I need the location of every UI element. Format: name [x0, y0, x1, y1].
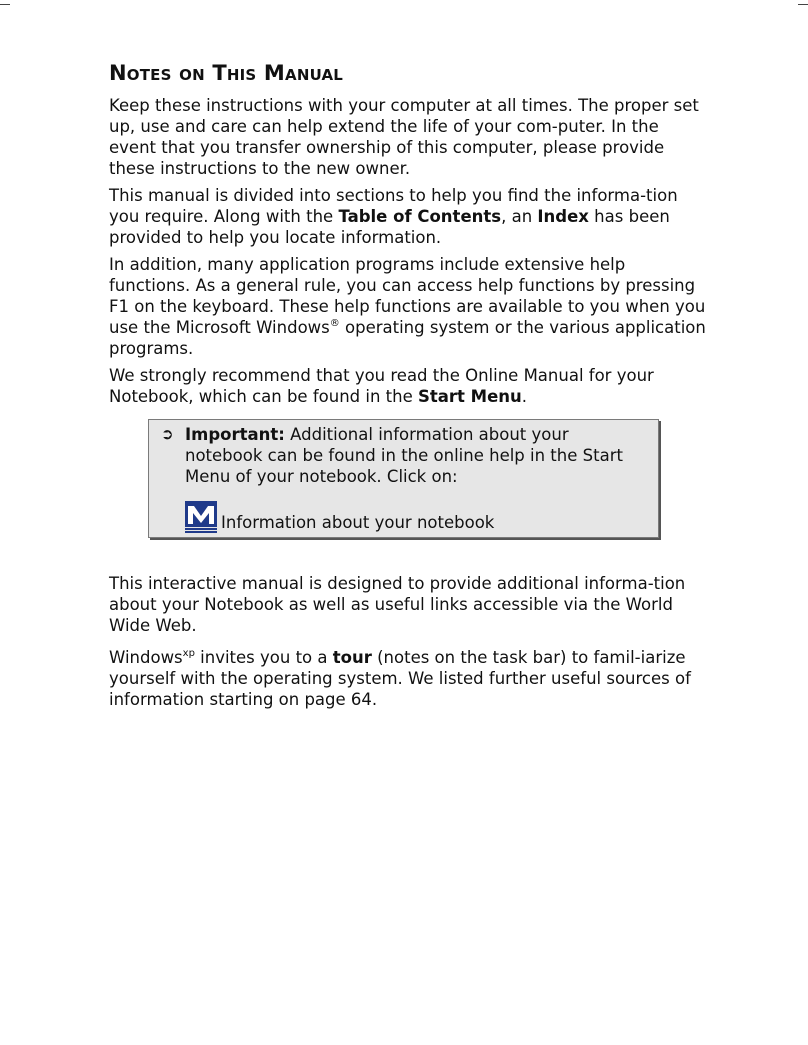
registered-mark: ® [329, 318, 340, 329]
text-span: In addition, many application programs include extensive help functions. As a general rule, you can access help functions by pressing F1 on the keyboard. These help functions are available to you when you use the Microsoft Windows [109, 255, 706, 337]
notebook-info-shortcut[interactable] [161, 501, 658, 533]
bold-tour: tour [332, 648, 372, 667]
note-label: Important: [185, 425, 285, 444]
text-span: , an [501, 207, 538, 226]
paragraph-windows-tour [109, 647, 709, 710]
text-span: This manual is divided into sections to help you find the informa-tion you require. Along with the [109, 186, 678, 226]
paragraph-online-manual [109, 365, 709, 407]
bold-start-menu: Start Menu [417, 387, 522, 406]
crop-mark-right [798, 4, 808, 5]
text-span: operating system or the various application programs. [109, 318, 706, 358]
text-span: has been provided to help you locate information. [109, 207, 670, 247]
text-span: (notes on the task bar) to famil-iarize yourself with the operating system. We listed further useful sources of information starting on page 64. [109, 648, 691, 709]
closing-section [109, 573, 709, 710]
crop-mark-left [0, 4, 10, 5]
section-heading: Notes on This Manual [109, 61, 344, 85]
text-span: Windows [109, 648, 183, 667]
paragraph-interactive-manual: This interactive manual is designed to provide additional informa-tion about your Notebook as well as useful links accessible via the World Wide Web. [109, 574, 686, 635]
manual-page [109, 58, 709, 721]
paragraph-manual-sections [109, 185, 709, 248]
paragraph-keep-instructions: Keep these instructions with your computer at all times. The proper set up, use and care can help extend the life of your com-puter. In the event that you transfer ownership of this computer, please provide these instructions to the new owner. [109, 96, 699, 178]
text-span: invites you to a [194, 648, 333, 667]
shortcut-label: Information about your notebook [221, 513, 495, 532]
paragraph-help-functions [109, 254, 709, 359]
text-span: We strongly recommend that you read the Online Manual for your Notebook, which can be found in the [109, 366, 654, 406]
bold-table-of-contents: Table of Contents [338, 207, 502, 226]
important-note-box [148, 419, 659, 538]
text-span: . [521, 387, 528, 406]
xp-superscript: xp [182, 648, 195, 659]
bold-index: Index [537, 207, 589, 226]
note-row [161, 424, 658, 487]
note-body: Additional information about your notebook can be found in the online help in the Start Menu of your notebook. Click on: [185, 425, 623, 486]
note-text [185, 424, 658, 487]
medion-m-icon [185, 501, 217, 533]
arrow-bullet-icon: ➲ [161, 425, 174, 443]
